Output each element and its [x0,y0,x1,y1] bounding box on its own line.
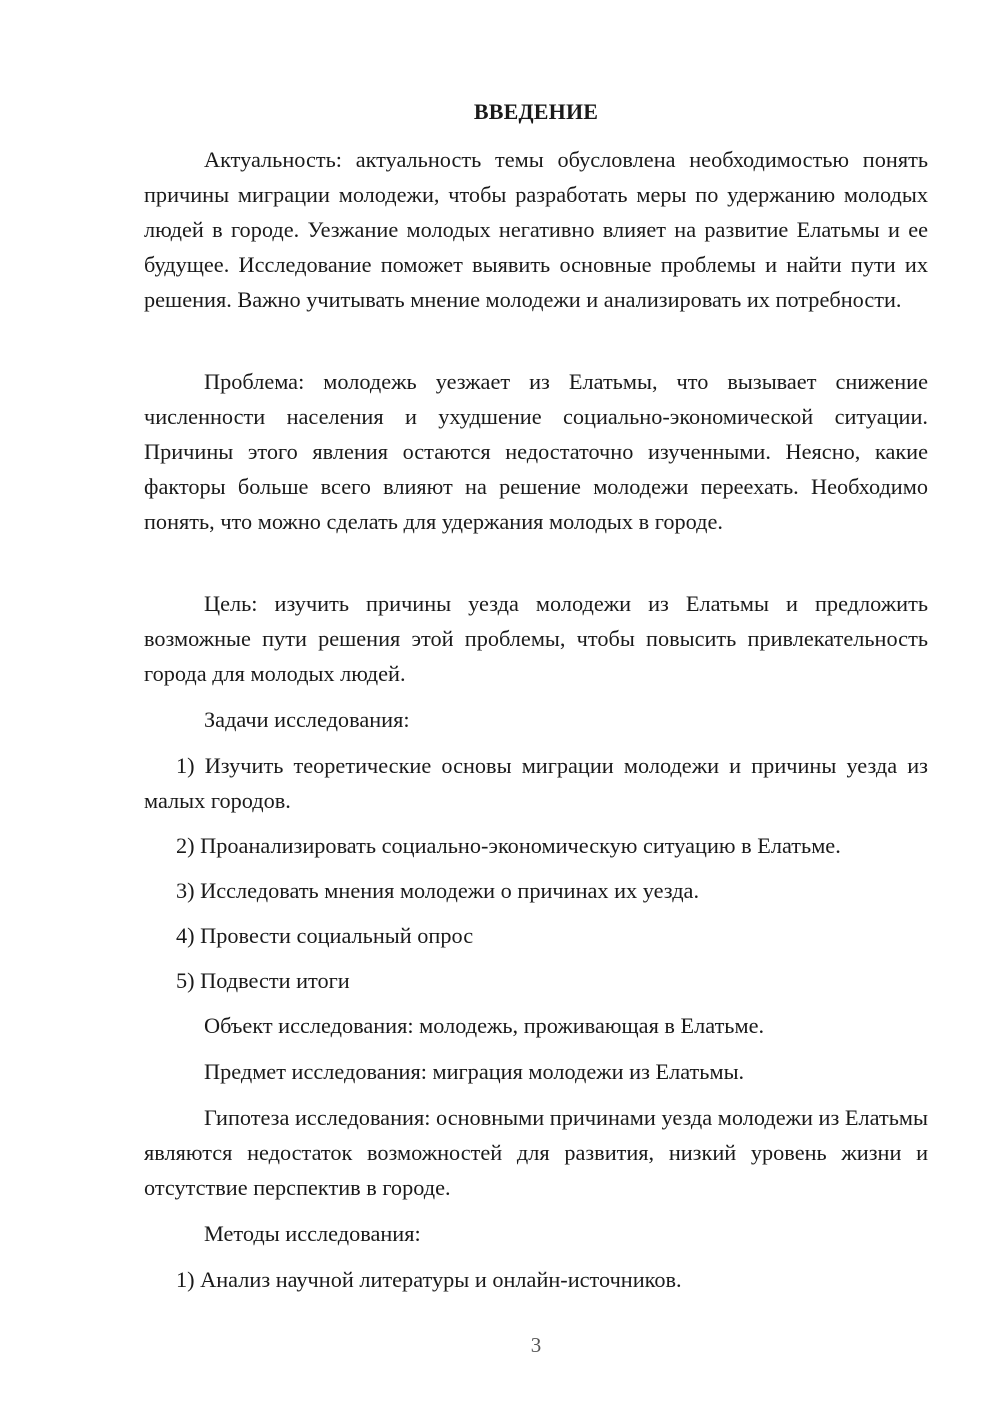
subject-line: Предмет исследования: миграция молодежи из Елатьмы. [204,1059,745,1084]
hypothesis-paragraph: Гипотеза исследования: основными причинами уезда молодежи из Елатьмы являются недостаток возможностей для развития, низкий уровень жизни и отсутствие перспектив в городе. [144,1105,928,1200]
task-item-3: 3) Исследовать мнения молодежи о причинах их уезда. [176,878,700,903]
method-item-1: 1) Анализ научной литературы и онлайн-источников. [176,1267,682,1292]
page-title: ВВЕДЕНИЕ [473,99,599,124]
object-line: Объект исследования: молодежь, проживающая в Елатьме. [204,1013,765,1038]
page-number: 3 [530,1333,542,1357]
methods-heading: Методы исследования: [204,1221,421,1246]
task-item-4: 4) Провести социальный опрос [176,923,474,948]
relevance-paragraph: Актуальность: актуальность темы обусловлена необходимостью понять причины миграции молодежи, чтобы разработать меры по удержанию молодых людей в городе. Уезжание молодых негативно влияет на развитие Елатьмы и ее будущее. Исследование поможет выявить основные проблемы и найти пути их решения. Важно учитывать мнение молодежи и анализировать их потребности. [144,147,928,312]
tasks-heading: Задачи исследования: [204,707,410,732]
goal-paragraph: Цель: изучить причины уезда молодежи из Елатьмы и предложить возможные пути решения этой проблемы, чтобы повысить привлекательность города для молодых людей. [144,591,928,686]
problem-paragraph: Проблема: молодежь уезжает из Елатьмы, что вызывает снижение численности населения и ухудшение социально-экономической ситуации. Причины этого явления остаются недостаточно изученными. Неясно, какие факторы больше всего влияют на решение молодежи переехать. Необходимо понять, что можно сделать для удержания молодых в городе. [144,369,928,534]
task-item-2: 2) Проанализировать социально-экономическую ситуацию в Елатьме. [176,833,841,858]
task-item-1: 1) Изучить теоретические основы миграции молодежи и причины уезда из малых городов. [144,753,928,813]
task-item-5: 5) Подвести итоги [176,968,350,993]
